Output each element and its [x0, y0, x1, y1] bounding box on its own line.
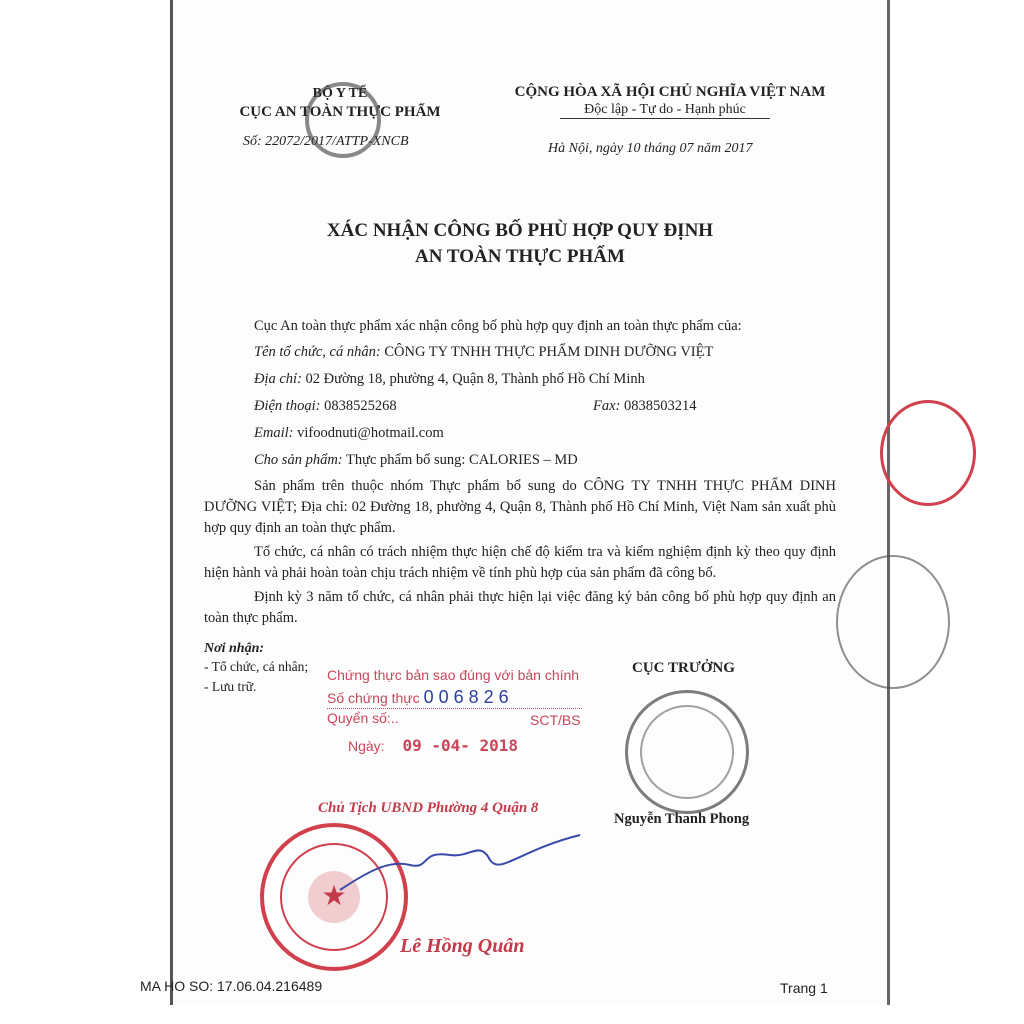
- local-official-title: Chủ Tịch UBND Phường 4 Quận 8: [318, 800, 539, 816]
- star-emblem-icon: ★: [308, 871, 360, 923]
- moh-seal: [625, 690, 749, 814]
- page-number: Trang 1: [780, 980, 828, 996]
- email: vifoodnuti@hotmail.com: [293, 425, 444, 441]
- file-number: MA HO SO: 17.06.04.216489: [140, 978, 323, 994]
- paragraph-3: Định kỳ 3 năm tổ chức, cá nhân phải thực hiện lại việc đăng ký bản công bố phù hợp quy định an toàn thực phẩm.: [204, 589, 836, 626]
- local-official-name: Lê Hồng Quân: [400, 935, 525, 957]
- paragraph-1: Sản phẩm trên thuộc nhóm Thực phẩm bổ sung do CÔNG TY TNHH THỰC PHẨM DINH DƯỠNG VIỆT; Địa chỉ: 02 Đường 18, phường 4, Quận 8, Thành phố Hồ Chí Minh, Việt Nam sản xuất phù hợp quy định an toàn thực phẩm.: [204, 478, 836, 536]
- address: 02 Đường 18, phường 4, Quận 8, Thành phố Hồ Chí Minh: [301, 371, 645, 387]
- recipient-item: - Tổ chức, cá nhân;: [204, 659, 309, 674]
- product: Thực phẩm bổ sung: CALORIES – MD: [342, 452, 578, 468]
- phone: 0838525268: [320, 398, 397, 414]
- org-label: Tên tổ chức, cá nhân:: [254, 344, 381, 360]
- paragraph-2: Tổ chức, cá nhân có trách nhiệm thực hiện chế độ kiểm tra và kiểm nghiệm định kỳ theo quy định hiện hành và phải hoàn toàn chịu trách nhiệm về tính phù hợp của sản phẩm đã công bố.: [204, 544, 836, 581]
- product-label: Cho sản phẩm:: [254, 452, 343, 468]
- title-line1: XÁC NHẬN CÔNG BỐ PHÙ HỢP QUY ĐỊNH: [326, 220, 714, 241]
- title-line2: AN TOÀN THỰC PHẨM: [415, 246, 625, 267]
- stamp-date: 09 -04- 2018: [402, 736, 519, 755]
- fax: 0838503214: [620, 398, 697, 414]
- signer-name: Nguyễn Thanh Phong: [614, 811, 750, 827]
- recipients-label: Nơi nhận:: [204, 641, 265, 656]
- stamp-date-label: Ngày:: [348, 738, 385, 754]
- org: CÔNG TY TNHH THỰC PHẨM DINH DƯỠNG VIỆT: [380, 344, 714, 360]
- agency: CỤC AN TOÀN THỰC PHẨM: [239, 104, 441, 120]
- email-label: Email:: [254, 425, 294, 441]
- signer-title: CỤC TRƯỞNG: [632, 660, 735, 676]
- stamp-number-label: Số chứng thực: [327, 690, 420, 706]
- stamp-number: 0 0 6 8 2 6: [423, 687, 509, 707]
- fax-label: Fax:: [593, 398, 621, 414]
- certification-stamp-title: Chứng thực bản sao đúng với bản chính: [327, 667, 580, 683]
- recipient-item: - Lưu trữ.: [204, 679, 257, 694]
- signature: [330, 830, 590, 910]
- red-seal-partial: [880, 400, 976, 506]
- stamp-book-label: Quyển số:..: [327, 710, 399, 726]
- stamp-code: SCT/BS: [530, 712, 581, 728]
- intro: Cục An toàn thực phẩm xác nhận công bố phù hợp quy định an toàn thực phẩm của:: [254, 318, 742, 334]
- place-date: Hà Nội, ngày 10 tháng 07 năm 2017: [548, 141, 753, 156]
- msd-seal-partial: [836, 555, 950, 689]
- phone-label: Điện thoại:: [254, 398, 321, 414]
- visa-seal: [305, 82, 381, 158]
- addr-label: Địa chỉ:: [254, 371, 302, 387]
- document-number: Số: 22072/2017/ATTP-XNCB: [243, 134, 409, 149]
- country-title: CỘNG HÒA XÃ HỘI CHỦ NGHĨA VIỆT NAM: [514, 84, 826, 100]
- ministry: BỘ Y TẾ: [312, 86, 368, 101]
- motto: Độc lập - Tự do - Hạnh phúc: [560, 102, 770, 119]
